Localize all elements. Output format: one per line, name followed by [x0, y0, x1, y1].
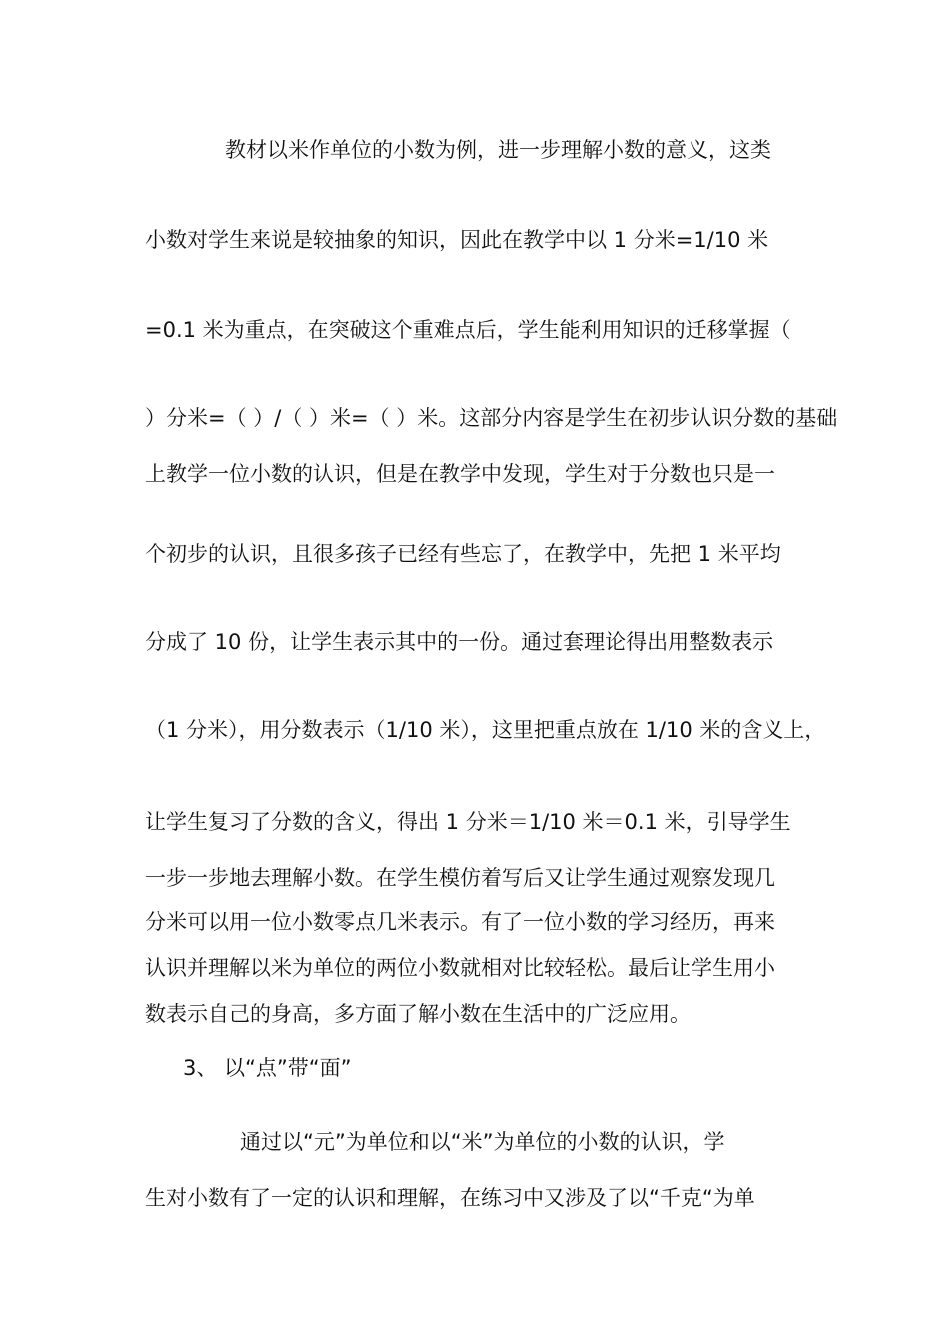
paragraph-line: 数表示自己的身高，多方面了解小数在生活中的广泛应用。	[145, 1002, 691, 1026]
paragraph-line: 一步一步地去理解小数。在学生模仿着写后又让学生通过观察发现几	[145, 866, 775, 890]
paragraph-line: 教材以米作单位的小数为例，进一步理解小数的意义，这类	[225, 138, 771, 162]
paragraph-line: =0.1 米为重点，在突破这个重难点后，学生能利用知识的迁移掌握（	[145, 318, 791, 342]
section-heading: 3、 以“点”带“面”	[183, 1056, 352, 1080]
paragraph-line: 分成了 10 份，让学生表示其中的一份。通过套理论得出用整数表示	[145, 630, 774, 654]
paragraph-line: 认识并理解以米为单位的两位小数就相对比较轻松。最后让学生用小	[145, 956, 775, 980]
paragraph-line: ）分米=（ ）/（ ）米=（ ）米。这部分内容是学生在初步认识分数的基础	[145, 406, 838, 430]
paragraph-line: （1 分米），用分数表示（1/10 米），这里把重点放在 1/10 米的含义上，	[145, 718, 826, 742]
paragraph-line: 让学生复习了分数的含义，得出 1 分米＝1/10 米＝0.1 米，引导学生	[145, 810, 791, 834]
paragraph-line: 个初步的认识，且很多孩子已经有些忘了，在教学中，先把 1 米平均	[145, 542, 781, 566]
paragraph-line: 上教学一位小数的认识，但是在教学中发现，学生对于分数也只是一	[145, 462, 775, 486]
paragraph-line: 通过以“元”为单位和以“米”为单位的小数的认识，学	[240, 1130, 725, 1154]
paragraph-line: 小数对学生来说是较抽象的知识，因此在教学中以 1 分米=1/10 米	[145, 228, 769, 252]
paragraph-line: 分米可以用一位小数零点几米表示。有了一位小数的学习经历，再来	[145, 910, 775, 934]
paragraph-line: 生对小数有了一定的认识和理解，在练习中又涉及了以“千克“为单	[145, 1186, 755, 1210]
